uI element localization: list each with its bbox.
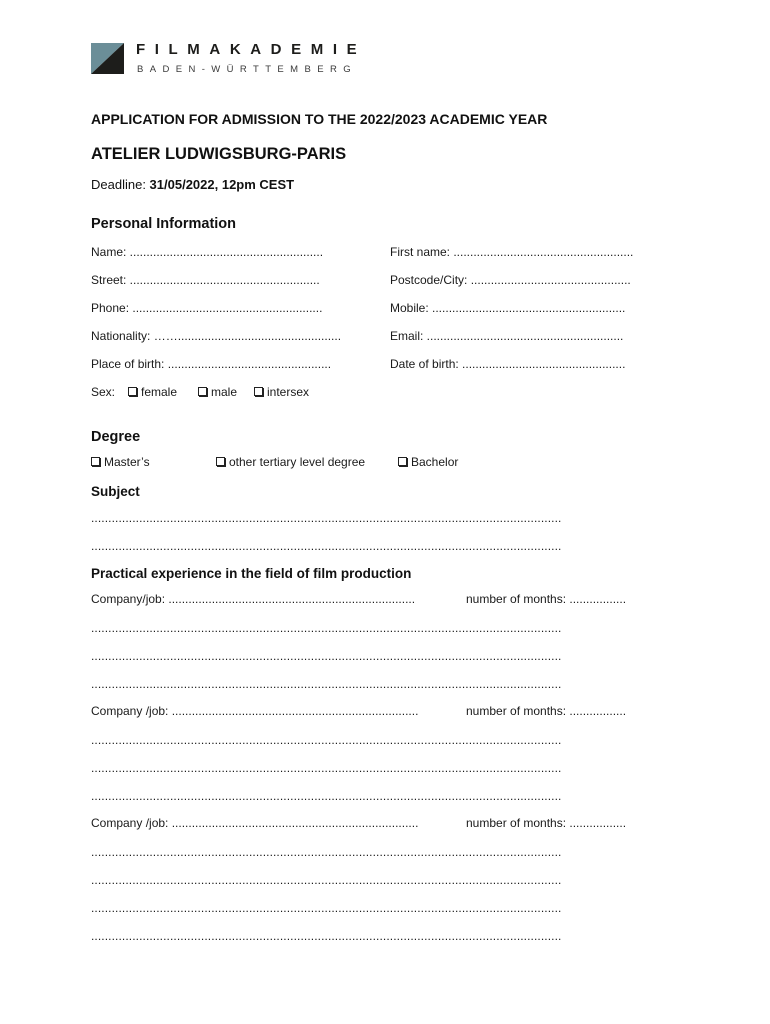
sex-label: Sex: xyxy=(91,385,116,399)
deadline-value: 31/05/2022, 12pm CEST xyxy=(149,177,295,192)
sex-option-intersex[interactable]: intersex xyxy=(254,385,309,399)
name-field[interactable]: Name: .......................................................... xyxy=(91,245,324,259)
months-field[interactable]: number of months: ................. xyxy=(466,704,627,718)
page-title: APPLICATION FOR ADMISSION TO THE 2022/2023 ACADEMIC YEAR xyxy=(91,111,548,127)
deadline xyxy=(91,177,294,192)
first-name-field[interactable]: First name: ...................................................... xyxy=(390,245,634,259)
experience-line[interactable]: ......................................................................................................................................... xyxy=(91,677,562,691)
place-of-birth-field[interactable]: Place of birth: ................................................. xyxy=(91,357,332,371)
logo-wordmark: FILMAKADEMIE xyxy=(136,41,367,58)
checkbox-icon[interactable] xyxy=(91,457,100,466)
checkbox-icon[interactable] xyxy=(128,387,137,396)
experience-line[interactable]: ......................................................................................................................................... xyxy=(91,929,562,943)
date-of-birth-field[interactable]: Date of birth: ................................................. xyxy=(390,357,626,371)
experience-line[interactable]: ......................................................................................................................................... xyxy=(91,901,562,915)
checkbox-icon[interactable] xyxy=(198,387,207,396)
degree-option-bachelor[interactable]: Bachelor xyxy=(398,455,458,469)
degree-option-masters[interactable]: Master’s xyxy=(91,455,150,469)
experience-line[interactable]: ......................................................................................................................................... xyxy=(91,761,562,775)
experience-line[interactable]: ......................................................................................................................................... xyxy=(91,789,562,803)
phone-field[interactable]: Phone: ......................................................... xyxy=(91,301,323,315)
personal-info-heading: Personal Information xyxy=(91,216,237,232)
postcode-city-field[interactable]: Postcode/City: ................................................ xyxy=(390,273,631,287)
sex-option-female[interactable]: female xyxy=(128,385,177,399)
degree-option-other[interactable]: other tertiary level degree xyxy=(216,455,365,469)
checkbox-icon[interactable] xyxy=(216,457,225,466)
company-job-field[interactable]: Company/job: .......................................................................... xyxy=(91,592,416,606)
company-job-field[interactable]: Company /job: .......................................................................... xyxy=(91,704,419,718)
deadline-label: Deadline: xyxy=(91,177,150,192)
program-title: ATELIER LUDWIGSBURG-PARIS xyxy=(91,145,347,163)
months-field[interactable]: number of months: ................. xyxy=(466,816,627,830)
mobile-field[interactable]: Mobile: .......................................................... xyxy=(390,301,626,315)
street-field[interactable]: Street: ......................................................... xyxy=(91,273,320,287)
nationality-field[interactable]: Nationality: ……................................................. xyxy=(91,329,342,343)
subject-line[interactable]: ......................................................................................................................................... xyxy=(91,511,562,525)
filmakademie-triangle-logo-icon xyxy=(91,43,124,74)
experience-line[interactable]: ......................................................................................................................................... xyxy=(91,649,562,663)
email-field[interactable]: Email: ........................................................... xyxy=(390,329,624,343)
company-job-field[interactable]: Company /job: .......................................................................... xyxy=(91,816,419,830)
experience-heading: Practical experience in the field of film production xyxy=(91,566,412,581)
experience-line[interactable]: ......................................................................................................................................... xyxy=(91,845,562,859)
checkbox-icon[interactable] xyxy=(398,457,407,466)
experience-line[interactable]: ......................................................................................................................................... xyxy=(91,733,562,747)
logo-subline: BADEN-WÜRTTEMBERG xyxy=(137,64,357,75)
experience-line[interactable]: ......................................................................................................................................... xyxy=(91,621,562,635)
checkbox-icon[interactable] xyxy=(254,387,263,396)
degree-heading: Degree xyxy=(91,429,141,445)
months-field[interactable]: number of months: ................. xyxy=(466,592,627,606)
experience-line[interactable]: ......................................................................................................................................... xyxy=(91,873,562,887)
subject-heading: Subject xyxy=(91,484,140,499)
sex-option-male[interactable]: male xyxy=(198,385,237,399)
subject-line[interactable]: ......................................................................................................................................... xyxy=(91,539,562,553)
